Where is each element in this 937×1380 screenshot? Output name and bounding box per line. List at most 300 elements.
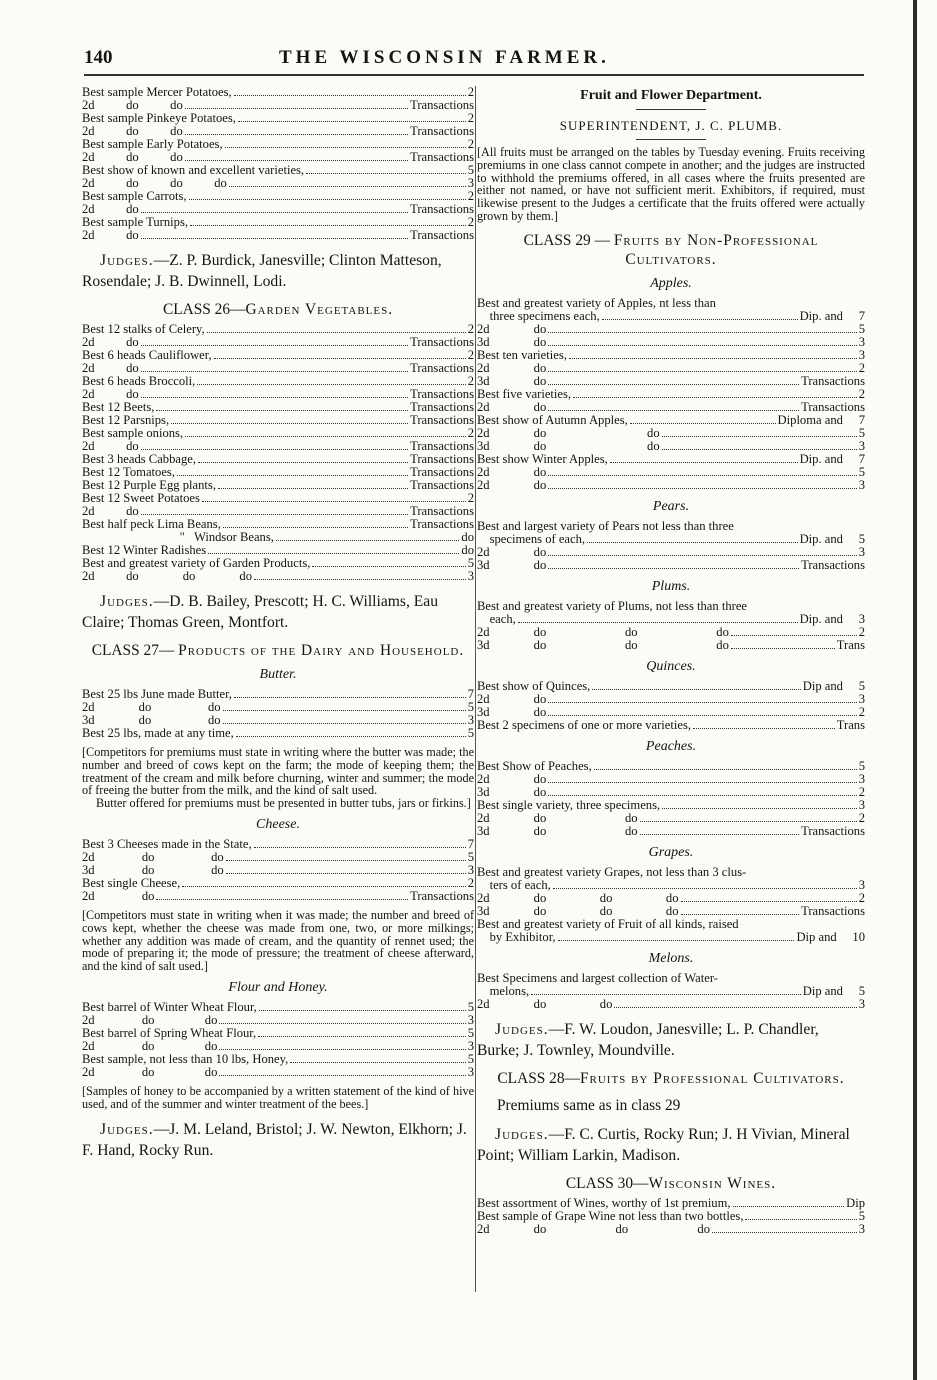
premium-label: by Exhibitor, <box>477 929 556 944</box>
leader-dots <box>553 888 857 889</box>
leader-dots <box>548 384 799 385</box>
pears-lead: Best and largest variety of Pears not less than three <box>477 518 734 533</box>
premium-label: 2d do <box>477 771 547 786</box>
premium-award: Transactions <box>410 413 474 427</box>
leader-dots <box>602 319 798 320</box>
scan-edge <box>913 0 917 1380</box>
leader-dots <box>569 358 857 359</box>
premium-row <box>477 680 865 693</box>
premium-row <box>82 570 474 583</box>
premium-award: Transactions <box>801 823 865 838</box>
leader-dots <box>219 1049 465 1050</box>
premium-label: 2d do <box>82 228 139 242</box>
leader-dots <box>223 710 466 711</box>
leader-dots <box>141 449 408 450</box>
leader-dots <box>548 795 856 796</box>
premium-award: 3 <box>858 797 865 812</box>
leader-dots <box>630 423 776 424</box>
premium-label: Best 3 Cheeses made in the State, <box>82 836 252 851</box>
grapes-lead: Best and greatest variety Grapes, not less than 3 clus- <box>477 864 747 879</box>
premium-row <box>477 349 865 362</box>
premium-label: 3d do <box>477 704 547 719</box>
premium-label: Best show of Quinces, <box>477 678 591 693</box>
premium-label: 3d do do do <box>477 637 729 652</box>
leader-dots <box>177 475 408 476</box>
premium-award: 7 <box>467 836 474 851</box>
premium-award: 3 <box>858 544 865 559</box>
premium-row <box>477 546 865 559</box>
leader-dots <box>712 1232 857 1233</box>
leader-dots <box>236 736 466 737</box>
leader-dots <box>218 488 408 489</box>
premium-award: Transactions <box>410 361 474 375</box>
leader-dots <box>185 436 466 437</box>
leader-dots <box>141 514 408 515</box>
plums-premium-list <box>477 613 865 652</box>
premium-row <box>477 985 865 998</box>
leader-dots <box>189 199 466 200</box>
honey-note: [Samples of honey to be accompanied by a written statement of the kind of hive used, and of the summer and winter treatment of the bees.] <box>82 1083 474 1111</box>
premium-award: Transactions <box>410 888 474 903</box>
leader-dots <box>207 332 466 333</box>
premium-award: Transactions <box>410 124 474 138</box>
leader-dots <box>731 635 857 636</box>
premium-label: 2d do do <box>82 150 183 164</box>
premium-award: 2 <box>467 875 474 890</box>
premium-label: Best sample Early Potatoes, <box>82 137 223 151</box>
premium-label: Best five varieties, <box>477 386 572 401</box>
premium-label: 2d do <box>477 321 547 336</box>
premium-row <box>82 1066 474 1079</box>
premium-label: 2d do do do <box>82 176 227 190</box>
premium-award: 3 <box>858 477 865 492</box>
premium-row <box>82 229 474 242</box>
premium-row <box>477 639 865 652</box>
premium-award: Transactions <box>410 387 474 401</box>
premium-label: Best half peck Lima Beans, <box>82 517 221 531</box>
premium-label: 2d do do <box>82 98 183 112</box>
premium-row <box>477 760 865 773</box>
header-rule <box>84 74 864 76</box>
premium-award: 5 <box>467 1051 474 1066</box>
premium-award: 3 <box>467 176 474 190</box>
premium-label: Best barrel of Winter Wheat Flour, <box>82 999 257 1014</box>
leader-dots <box>182 886 465 887</box>
premium-row <box>477 626 865 639</box>
premium-award: 2 <box>467 85 474 99</box>
leader-dots <box>681 901 857 902</box>
premium-award: Transactions <box>801 903 865 918</box>
title-rule <box>636 109 706 110</box>
class-30-heading: CLASS 30—Wisconsin Wines. <box>565 1174 777 1192</box>
premium-award: 3 <box>467 713 474 727</box>
running-header <box>84 44 864 78</box>
grapes-premium-list <box>477 879 865 918</box>
leader-dots <box>208 553 459 554</box>
premium-label: 2d do do <box>82 1012 218 1027</box>
premium-award: 3 <box>858 771 865 786</box>
premium-label: Best sample Pinkeye Potatoes, <box>82 111 236 125</box>
leader-dots <box>731 648 835 649</box>
premium-award: 3 <box>467 862 474 877</box>
butter-heading: Butter. <box>259 667 297 682</box>
class-29-heading: CLASS 29 — Fruits by Non-Professional Cultivators. <box>523 231 819 268</box>
judges-class-26: Judges.—D. B. Bailey, Prescott; H. C. Williams, Eau Claire; Thomas Green, Montfort. <box>82 593 439 631</box>
melons-lead: Best Specimens and largest collection of Water- <box>477 970 718 985</box>
premium-label: Best assortment of Wines, worthy of 1st premium, <box>477 1195 731 1210</box>
premium-label: 2d do <box>477 544 547 559</box>
premium-row <box>477 773 865 786</box>
premium-label: 2d do <box>82 387 139 401</box>
class-27-heading: CLASS 27— Products of the Dairy and Household. <box>91 642 465 659</box>
premium-label: melons, <box>477 983 530 998</box>
premium-label: 3d do <box>477 373 547 388</box>
leader-dots <box>587 542 798 543</box>
premium-label: Best show of Autumn Apples, <box>477 412 628 427</box>
premium-label: 3d do do <box>477 438 660 453</box>
premium-row <box>477 706 865 719</box>
leader-dots <box>214 358 466 359</box>
department-note: [All fruits must be arranged on the tables by Tuesday evening. Fruits receiving premiums in one class cannot compete in another; and the judges are instructed to withhold the premiums offered, in all cases where the fruits presented are either not named, or have not sufficient merit. Exhibitors, if required, must likewise present to the Judges a certificate that the fruits offered were actually grown by them.] <box>477 145 865 223</box>
premium-label: 2d do do <box>82 1064 218 1079</box>
premium-award: Transactions <box>410 478 474 492</box>
premium-label: Best 3 heads Cabbage, <box>82 452 197 466</box>
peaches-heading: Peaches. <box>645 738 697 754</box>
premium-label: " Windsor Beans, <box>82 530 274 544</box>
premium-award: Transactions <box>410 400 474 414</box>
leader-dots <box>198 462 408 463</box>
premium-label: 2d do <box>82 504 139 518</box>
premium-label: Best show Winter Apples, <box>477 451 608 466</box>
premium-label: Best 12 Beets, <box>82 400 155 414</box>
premium-award: 2 <box>858 810 865 825</box>
premium-award: do <box>461 543 474 557</box>
premium-award: Transactions <box>410 517 474 531</box>
premium-label: 2d do do do <box>477 1221 710 1236</box>
quinces-heading: Quinces. <box>646 658 696 674</box>
premium-label: 2d do <box>477 399 547 414</box>
premium-award: Trans <box>836 717 865 732</box>
premium-label: 2d do <box>82 888 155 903</box>
premium-award: 2 <box>467 189 474 203</box>
premium-award: 3 <box>858 691 865 706</box>
premium-label: Best sample Mercer Potatoes, <box>82 85 232 99</box>
leader-dots <box>548 568 799 569</box>
premium-label: 3d do <box>477 784 547 799</box>
leader-dots <box>234 697 466 698</box>
premium-label: Best 12 Parsnips, <box>82 413 170 427</box>
leader-dots <box>614 1007 856 1008</box>
premium-label: 3d do do <box>477 823 638 838</box>
leader-dots <box>558 940 795 941</box>
premium-label: 2d do <box>82 202 139 216</box>
premium-row <box>477 401 865 414</box>
cheese-heading: Cheese. <box>256 816 300 832</box>
leader-dots <box>610 462 798 463</box>
premium-label: specimens of each, <box>477 531 586 546</box>
premium-label: 2d do do <box>477 425 660 440</box>
premium-award: Diploma and 7 <box>777 412 865 427</box>
leader-dots <box>548 371 856 372</box>
premium-row <box>477 879 865 892</box>
leader-dots <box>733 1206 845 1207</box>
leader-dots <box>592 689 800 690</box>
premium-award: 3 <box>858 996 865 1011</box>
apples-premium-list <box>477 310 865 492</box>
premium-award: 2 <box>467 322 474 336</box>
wine-premium-list <box>477 1197 865 1236</box>
premium-award: Dip. and 7 <box>799 308 865 323</box>
premium-label: 3d do do <box>82 713 221 727</box>
premium-label: 2d do do do <box>477 624 729 639</box>
premium-award: 5 <box>467 556 474 570</box>
premium-row <box>477 440 865 453</box>
leader-dots <box>226 860 466 861</box>
premium-award: 3 <box>858 438 865 453</box>
premium-award: Dip. and 5 <box>799 531 865 546</box>
cheese-premium-list <box>82 838 474 903</box>
premium-row <box>477 375 865 388</box>
class-28-heading: CLASS 28—Fruits by Professional Cultivators. <box>497 1069 845 1087</box>
premium-row <box>477 466 865 479</box>
premium-label: Best sample, not less than 10 lbs, Honey, <box>82 1051 289 1066</box>
fruit-lead: Best and greatest variety of Fruit of all kinds, raised <box>477 916 739 931</box>
leader-dots <box>156 410 408 411</box>
premium-award: Transactions <box>801 399 865 414</box>
premium-award: 3 <box>858 334 865 349</box>
peaches-premium-list <box>477 760 865 838</box>
leader-dots <box>745 1219 856 1220</box>
premium-label: 2d do <box>477 477 547 492</box>
leader-dots <box>190 225 466 226</box>
leader-dots <box>141 345 408 346</box>
premium-row <box>477 453 865 466</box>
premium-award: 5 <box>858 321 865 336</box>
leader-dots <box>693 728 835 729</box>
premium-label: 3d do <box>477 334 547 349</box>
premium-label: Best 12 Winter Radishes <box>82 543 207 557</box>
leader-dots <box>185 160 408 161</box>
premium-label: Best single Cheese, <box>82 875 181 890</box>
premium-award: 2 <box>467 491 474 505</box>
leader-dots <box>229 186 466 187</box>
premium-award: Transactions <box>410 439 474 453</box>
premium-label: Best 12 stalks of Celery, <box>82 322 205 336</box>
leader-dots <box>662 436 857 437</box>
premium-label: Best 25 lbs, made at any time, <box>82 726 234 740</box>
premium-award: 5 <box>467 849 474 864</box>
premium-award: 2 <box>467 137 474 151</box>
department-title: Fruit and Flower Department. <box>580 88 762 103</box>
leader-dots <box>594 769 857 770</box>
premium-award: 5 <box>467 163 474 177</box>
premium-award: 5 <box>858 464 865 479</box>
premium-label: 2d do do <box>477 810 638 825</box>
premium-row <box>82 890 474 903</box>
premium-row <box>477 892 865 905</box>
butter-note: [Competitors for premiums must state in writing where the butter was made; the number and breed of cows kept on the farm; the mode of keeping them; the treatment of the cream and milk before churning, winter and summer; the mode of freeing the butter from the milk, and the kind of salt used. <box>82 745 474 798</box>
leader-dots <box>185 134 408 135</box>
leader-dots <box>573 397 857 398</box>
premium-award: 2 <box>467 374 474 388</box>
premium-award: Transactions <box>410 228 474 242</box>
premium-label: Best 25 lbs June made Butter, <box>82 687 232 701</box>
leader-dots <box>662 808 857 809</box>
premium-row <box>477 613 865 626</box>
fruit-premium-list <box>477 931 865 944</box>
premium-award: Dip and 10 <box>796 929 865 944</box>
leader-dots <box>548 555 856 556</box>
premium-label: 2d do <box>82 439 139 453</box>
premium-label: 2d do <box>477 691 547 706</box>
premium-label: 2d do do do <box>477 890 679 905</box>
premium-row <box>477 905 865 918</box>
class-26-premium-list <box>82 323 474 583</box>
premium-label: each, <box>477 611 516 626</box>
page-number: 140 <box>84 47 113 68</box>
leader-dots <box>219 1023 465 1024</box>
premium-row <box>477 388 865 401</box>
premium-label: Best 12 Tomatoes, <box>82 465 175 479</box>
premium-row <box>477 998 865 1011</box>
premium-award: 2 <box>467 348 474 362</box>
premium-label: Best 6 heads Cauliflower, <box>82 348 212 362</box>
premium-row <box>477 719 865 732</box>
leader-dots <box>156 899 408 900</box>
premium-label: Best 6 heads Broccoli, <box>82 374 196 388</box>
leader-dots <box>234 95 466 96</box>
premium-label: Best ten varieties, <box>477 347 567 362</box>
premium-award: 2 <box>858 784 865 799</box>
apples-heading: Apples. <box>650 275 692 291</box>
leader-dots <box>548 782 856 783</box>
leader-dots <box>141 212 408 213</box>
leader-dots <box>548 715 856 716</box>
premium-award: 5 <box>467 999 474 1014</box>
premium-row <box>477 414 865 427</box>
column-divider <box>475 86 476 1292</box>
leader-dots <box>197 384 465 385</box>
melons-premium-list <box>477 985 865 1011</box>
premium-award: Dip <box>846 1195 865 1210</box>
cheese-note: [Competitors must state in writing when it was made; the number and breed of cows kept, whether the cheese was made from one, two, or more milkings; whether any addition was made of cream, and the quantity of rennet used; the mode of preparing it; the mode of pressure; the treatment of cheese afterward, and the kind of salt used.] <box>82 907 474 974</box>
premium-award: Transactions <box>801 557 865 572</box>
premium-row <box>477 1210 865 1223</box>
leader-dots <box>258 1036 466 1037</box>
leader-dots <box>223 723 466 724</box>
premium-label: three specimens each, <box>477 308 600 323</box>
premium-award: Transactions <box>410 202 474 216</box>
premium-award: 5 <box>858 425 865 440</box>
premium-row <box>477 1197 865 1210</box>
pears-premium-list <box>477 533 865 572</box>
premium-label: Best sample Carrots, <box>82 189 187 203</box>
leader-dots <box>306 173 466 174</box>
premium-label: 2d do do <box>82 849 224 864</box>
judges-class-28: Judges.—F. C. Curtis, Rocky Run; J. H Vivian, Mineral Point; William Larkin, Madison. <box>477 1125 850 1164</box>
premium-label: ters of each, <box>477 877 551 892</box>
premium-award: Dip. and 3 <box>799 611 865 626</box>
premium-label: 3d do <box>477 557 547 572</box>
leader-dots <box>531 994 801 995</box>
premium-row <box>477 931 865 944</box>
leader-dots <box>548 345 856 346</box>
class-26-heading: CLASS 26—Garden Vegetables. <box>162 301 394 318</box>
premium-label: Best single variety, three specimens, <box>477 797 661 812</box>
premium-row <box>477 559 865 572</box>
premium-row <box>477 310 865 323</box>
butter-premium-list <box>82 688 474 740</box>
premium-award: 2 <box>467 215 474 229</box>
premium-label: 2d do <box>477 464 547 479</box>
premium-label: Best and greatest variety of Garden Products, <box>82 556 311 570</box>
melons-heading: Melons. <box>648 950 694 966</box>
premium-award: Dip and 5 <box>802 678 865 693</box>
leader-dots <box>290 1062 465 1063</box>
premium-label: Best sample Turnips, <box>82 215 189 229</box>
leader-dots <box>225 147 466 148</box>
premium-row <box>477 693 865 706</box>
leader-dots <box>226 873 466 874</box>
premium-award: 3 <box>467 1012 474 1027</box>
premium-award: Trans <box>836 637 865 652</box>
premium-row <box>477 799 865 812</box>
flour-honey-premium-list <box>82 1001 474 1079</box>
premium-label: Best 2 specimens of one or more varieties, <box>477 717 692 732</box>
premium-award: Transactions <box>801 373 865 388</box>
premium-label: 2d do <box>477 360 547 375</box>
pears-heading: Pears. <box>652 498 690 514</box>
premium-label: 3d do do <box>82 862 224 877</box>
judges-potatoes: Judges.—Z. P. Burdick, Janesville; Clinton Matteson, Rosendale; J. B. Dwinnell, Lodi. <box>82 252 442 290</box>
leader-dots <box>640 834 800 835</box>
left-column <box>82 86 474 1161</box>
journal-title: THE WISCONSIN FARMER. <box>279 47 610 68</box>
premium-row <box>477 533 865 546</box>
plums-heading: Plums. <box>651 578 691 594</box>
flour-honey-heading: Flour and Honey. <box>228 979 328 995</box>
premium-label: 2d do do <box>82 124 183 138</box>
premium-award: 2 <box>858 624 865 639</box>
judges-class-29: Judges.—F. W. Loudon, Janesville; L. P. Chandler, Burke; J. Townley, Moundville. <box>477 1020 819 1059</box>
premium-award: 5 <box>467 1025 474 1040</box>
premium-row <box>477 323 865 336</box>
premium-award: 3 <box>467 1064 474 1079</box>
premium-award: 5 <box>467 700 474 714</box>
premium-row <box>477 427 865 440</box>
vegetable-premium-list <box>82 86 474 242</box>
premium-label: 2d do do <box>82 1038 218 1053</box>
right-column <box>477 86 865 1236</box>
leader-dots <box>312 566 465 567</box>
premium-row <box>477 362 865 375</box>
leader-dots <box>548 332 856 333</box>
leader-dots <box>254 579 466 580</box>
premium-award: 2 <box>858 890 865 905</box>
class-28-premiums: Premiums same as in class 29 <box>497 1096 681 1114</box>
leader-dots <box>259 1010 466 1011</box>
premium-label: Best sample of Grape Wine not less than two bottles, <box>477 1208 744 1223</box>
premium-award: Transactions <box>410 335 474 349</box>
leader-dots <box>202 501 466 502</box>
premium-award: 3 <box>858 877 865 892</box>
superintendent-rule <box>636 139 706 140</box>
leader-dots <box>238 121 466 122</box>
butter-note-2: Butter offered for premiums must be presented in butter tubs, jars or firkins.] <box>96 796 471 811</box>
premium-award: 2 <box>858 704 865 719</box>
premium-label: 2d do do <box>477 996 613 1011</box>
leader-dots <box>171 423 408 424</box>
